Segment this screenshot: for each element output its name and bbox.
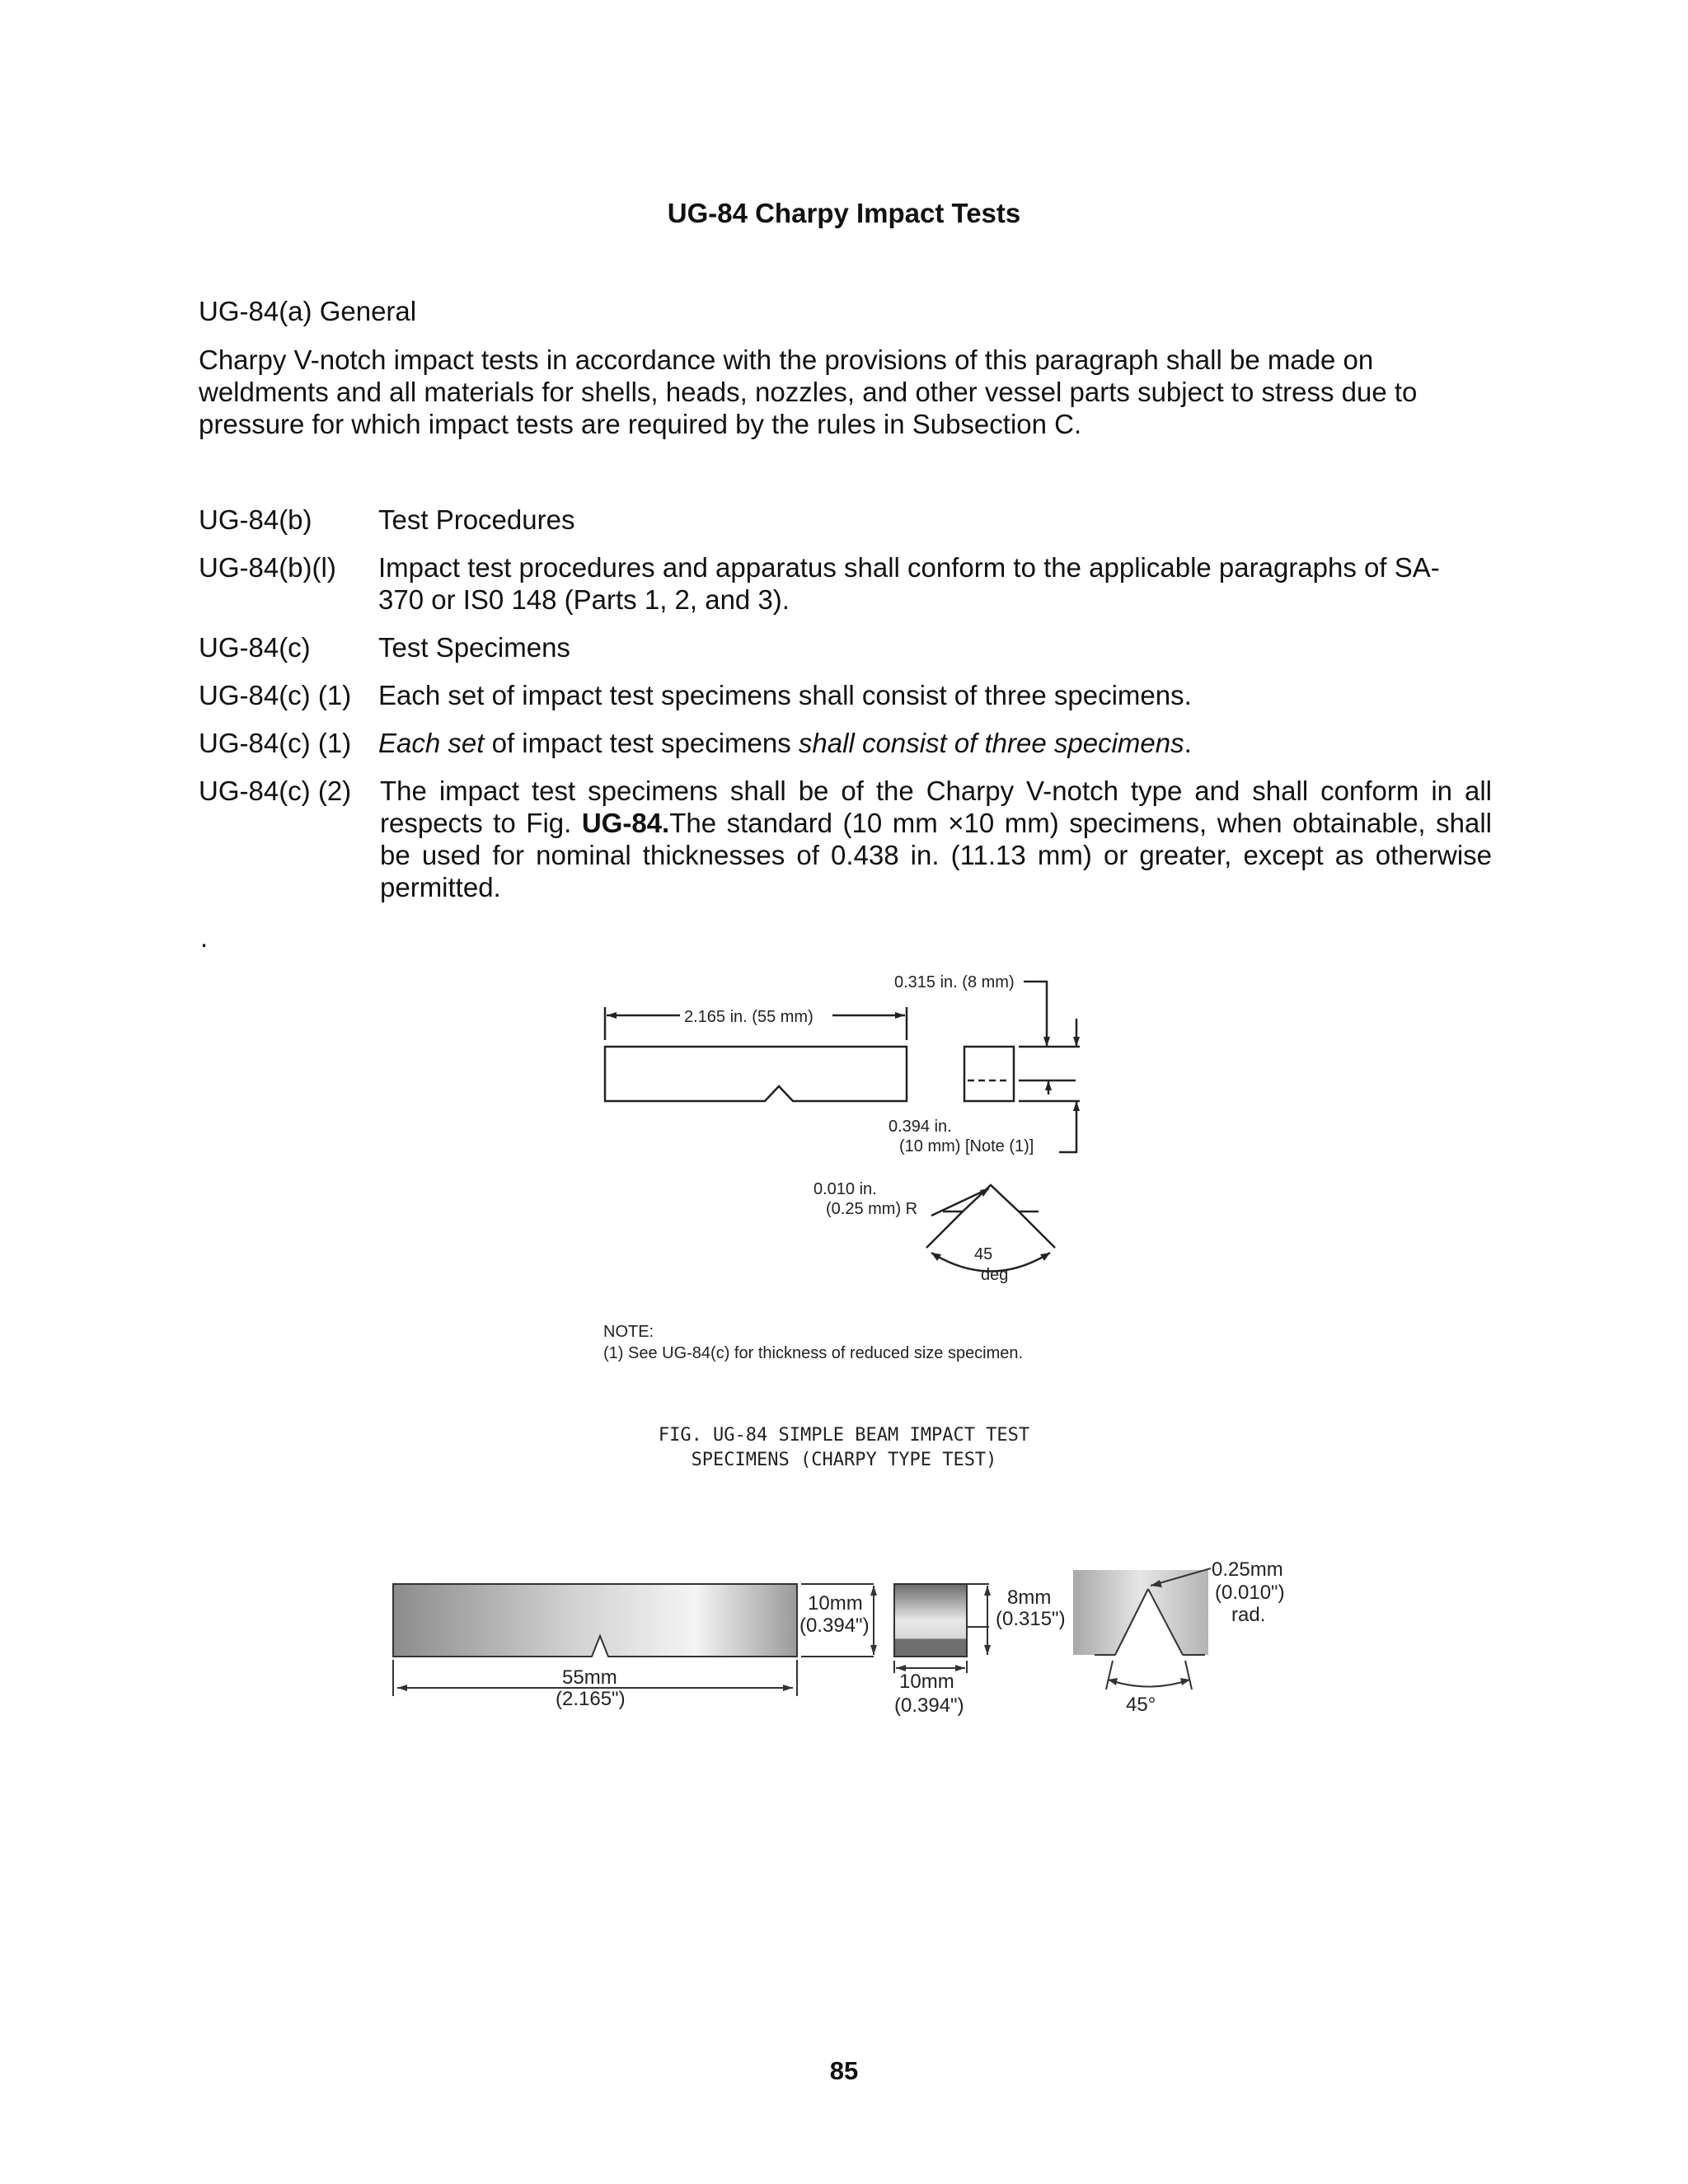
stray-dot: .	[200, 922, 209, 953]
item-label: UG-84(b)(l)	[199, 552, 336, 583]
plain-text: The standard (10 mm ×10 mm) specimens, when obtainable, shall be used for nominal thicknesses of 0.438 in. (11.13 mm) or greater, except as otherwise permitted.	[380, 808, 1492, 902]
item-label: UG-84(c) (2)	[199, 776, 352, 806]
height-mm-label: 10mm	[808, 1592, 863, 1615]
height-in-label: (0.394")	[799, 1615, 870, 1637]
radius-label-2: (0.25 mm) R	[826, 1200, 918, 1218]
item-text: Test Procedures	[378, 504, 575, 535]
section-heading-general: UG-84(a) General	[199, 296, 417, 326]
item-text	[380, 775, 1492, 903]
note-text: (1) See UG-84(c) for thickness of reduced size specimen.	[603, 1344, 1024, 1362]
page-number: 85	[829, 2056, 859, 2085]
charpy-shaded-drawing	[379, 1549, 1327, 1747]
dim-height-label-2: (10 mm) [Note (1)]	[899, 1137, 1034, 1155]
bold-text: UG-84.	[581, 808, 670, 838]
radius-mm-label: 0.25mm	[1212, 1558, 1283, 1581]
page-title: UG-84 Charpy Impact Tests	[667, 198, 1021, 228]
angle-label-1: 45	[974, 1245, 993, 1263]
item-label: UG-84(c) (1)	[199, 680, 352, 710]
plain-text: of impact test specimens	[484, 728, 799, 758]
angle-label: 45°	[1126, 1694, 1156, 1716]
length-in-label: (2.165")	[556, 1688, 626, 1710]
note-heading: NOTE:	[603, 1323, 654, 1341]
dim-length-label: 2.165 in. (55 mm)	[684, 1008, 814, 1026]
item-label: UG-84(c) (1)	[199, 728, 352, 758]
radius-in-label: (0.010")	[1215, 1582, 1285, 1604]
figure-caption	[0, 1423, 1688, 1473]
radius-suffix-label: rad.	[1231, 1604, 1266, 1626]
dim-height-label-1: 0.394 in.	[889, 1118, 952, 1136]
item-text	[378, 727, 1192, 759]
italic-text: Each set	[378, 728, 485, 758]
plain-text: .	[1184, 728, 1192, 758]
length-mm-label: 55mm	[562, 1666, 617, 1689]
item-text: Each set of impact test specimens shall consist of three specimens.	[378, 680, 1192, 710]
caption-line: SPECIMENS (CHARPY TYPE TEST)	[691, 1450, 997, 1470]
dim-depth-label: 0.315 in. (8 mm)	[894, 973, 1015, 991]
item-label: UG-84(c)	[199, 632, 311, 663]
item-text: Impact test procedures and apparatus shall conform to the applicable paragraphs of SA-370 or IS0 148 (Parts 1, 2, and 3).	[378, 552, 1440, 615]
italic-text: shall consist of three specimens	[798, 728, 1184, 758]
width-in-label: (0.394")	[894, 1694, 964, 1717]
radius-label-1: 0.010 in.	[814, 1180, 877, 1198]
angle-label-2: deg	[981, 1266, 1009, 1284]
depth-in-label: (0.315")	[996, 1608, 1066, 1630]
caption-line: FIG. UG-84 SIMPLE BEAM IMPACT TEST	[658, 1425, 1030, 1446]
item-text: Test Specimens	[378, 632, 570, 663]
depth-mm-label: 8mm	[1007, 1586, 1052, 1609]
general-paragraph: Charpy V-notch impact tests in accordance with the provisions of this paragraph shall be made on weldments and all materials for shells, heads, nozzles, and other vessel parts subject to stress due to pressure for which impact tests are required by the rules in Subsection C.	[199, 344, 1418, 439]
item-label: UG-84(b)	[199, 504, 312, 535]
plain-text: The impact test specimens shall be of the Charpy V-notch type and shall conform in all respects to Fig.	[380, 776, 1492, 838]
charpy-line-drawing	[577, 964, 1137, 1376]
width-mm-label: 10mm	[899, 1671, 954, 1693]
